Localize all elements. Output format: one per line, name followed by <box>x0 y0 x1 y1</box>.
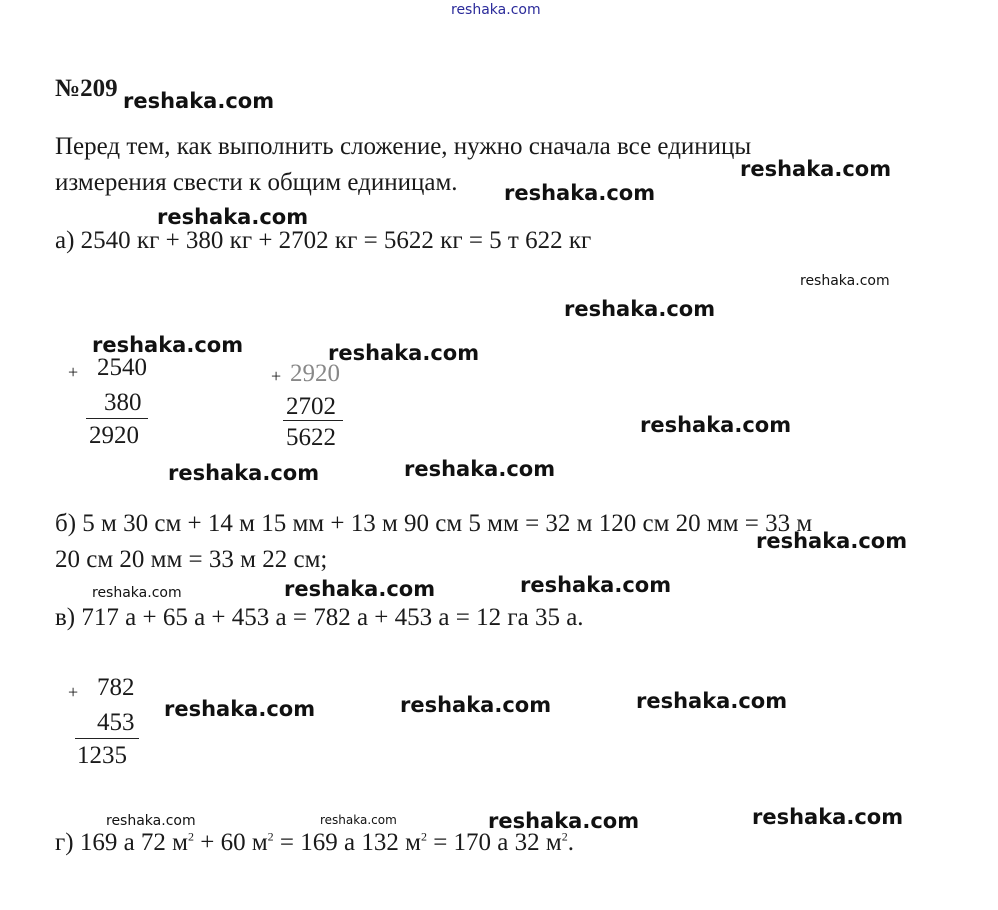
watermark: reshaka.com <box>157 205 309 229</box>
sum-line <box>283 420 343 421</box>
watermark: reshaka.com <box>123 89 275 113</box>
part-g-text-1: г) 169 а 72 м <box>55 829 188 856</box>
watermark: reshaka.com <box>564 297 716 321</box>
plus-sign: + <box>68 362 79 382</box>
part-g-text-3: = 169 а 132 м <box>273 829 421 856</box>
part-g-end: . <box>567 829 574 856</box>
plus-sign: + <box>68 682 79 702</box>
sum-line <box>86 418 148 419</box>
watermark: reshaka.com <box>164 697 316 721</box>
addend-bottom: 380 <box>104 389 142 416</box>
part-g-equation <box>55 830 574 855</box>
watermark: reshaka.com <box>92 333 244 357</box>
addend-top: 782 <box>97 674 135 701</box>
site-header-link[interactable]: reshaka.com <box>451 2 541 18</box>
superscript: 2 <box>420 829 427 844</box>
part-g-text-2: + 60 м <box>194 829 268 856</box>
plus-sign: + <box>271 366 282 386</box>
addend-top: 2540 <box>97 354 147 381</box>
superscript: 2 <box>561 829 568 844</box>
sum-result: 2920 <box>89 422 139 449</box>
intro-line-1: Перед тем, как выполнить сложение, нужно сначала все единицы <box>55 133 752 160</box>
part-g-text-4: = 170 а 32 м <box>426 829 562 856</box>
problem-number: №209 <box>55 75 118 102</box>
sum-result: 1235 <box>77 742 127 769</box>
superscript: 2 <box>188 829 194 844</box>
watermark: reshaka.com <box>636 689 788 713</box>
watermark: reshaka.com <box>168 461 320 485</box>
watermark: reshaka.com <box>320 813 397 827</box>
intro-line-2: измерения свести к общим единицам. <box>55 169 458 196</box>
watermark: reshaka.com <box>284 577 436 601</box>
addend-bottom: 2702 <box>286 393 336 420</box>
watermark: reshaka.com <box>640 413 792 437</box>
watermark: reshaka.com <box>404 457 556 481</box>
watermark: reshaka.com <box>328 341 480 365</box>
watermark: reshaka.com <box>800 273 890 289</box>
watermark: reshaka.com <box>504 181 656 205</box>
addend-top: 2920 <box>290 360 340 387</box>
part-a-equation: а) 2540 кг + 380 кг + 2702 кг = 5622 кг = 5 т 622 кг <box>55 227 592 254</box>
watermark: reshaka.com <box>756 529 908 553</box>
watermark: reshaka.com <box>752 805 904 829</box>
watermark: reshaka.com <box>520 573 672 597</box>
watermark: reshaka.com <box>400 693 552 717</box>
watermark: reshaka.com <box>740 157 892 181</box>
superscript: 2 <box>267 829 274 844</box>
sum-result: 5622 <box>286 424 336 451</box>
part-v-equation: в) 717 а + 65 а + 453 а = 782 а + 453 а = 12 га 35 а. <box>55 604 584 631</box>
part-b-line-2: 20 см 20 мм = 33 м 22 см; <box>55 546 328 573</box>
part-b-line-1: б) 5 м 30 см + 14 м 15 мм + 13 м 90 см 5 мм = 32 м 120 см 20 мм = 33 м <box>55 510 813 537</box>
watermark: reshaka.com <box>488 809 640 833</box>
sum-line <box>75 738 139 739</box>
addend-bottom: 453 <box>97 709 135 736</box>
watermark: reshaka.com <box>106 813 196 829</box>
watermark: reshaka.com <box>92 585 182 601</box>
